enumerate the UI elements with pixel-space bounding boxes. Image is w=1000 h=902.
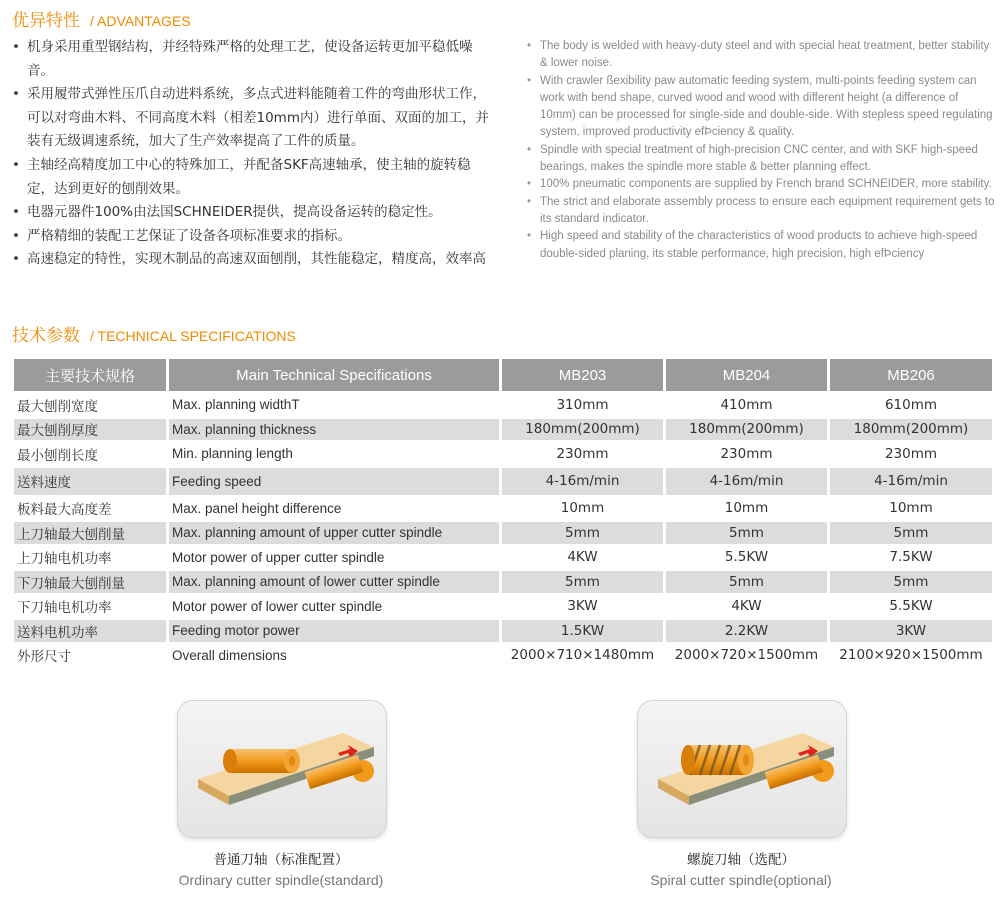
spec-value-mb203: 230mm <box>556 445 609 462</box>
spec-value-mb204: 180mm(200mm) <box>666 419 827 441</box>
table-row <box>14 394 992 416</box>
spec-header-row <box>14 359 992 391</box>
spec-value-mb203: 5mm <box>502 522 663 544</box>
spec-value-mb206: 2100×920×1500mm <box>839 647 983 664</box>
spec-cn: 送料速度 <box>14 468 166 495</box>
header-cn: 主要技术规格 <box>14 359 166 391</box>
spec-value-mb204: 4-16m/min <box>666 468 827 495</box>
table-row <box>14 522 992 544</box>
table-row <box>14 571 992 593</box>
spec-cn: 最小刨削长度 <box>17 447 98 464</box>
header-en: Main Technical Specifications <box>169 359 499 391</box>
spec-en: Motor power of upper cutter spindle <box>172 549 385 565</box>
spec-value-mb203: 3KW <box>567 598 598 615</box>
advantage-cn-item: • 电器元器件100%由法国SCHNEIDER提供，提高设备运转的稳定性。 <box>10 201 495 225</box>
spec-table <box>11 356 995 669</box>
advantages-title-cn: 优异特性 <box>12 11 80 31</box>
spec-en: Min. planning length <box>172 446 293 462</box>
spec-en: Max. planning amount of lower cutter spindle <box>169 571 499 593</box>
spiral-roller-icon <box>681 745 754 775</box>
table-row <box>14 547 992 569</box>
table-row <box>14 620 992 642</box>
spec-en: Feeding motor power <box>169 620 499 642</box>
advantages-list-en <box>526 38 996 263</box>
spec-value-mb203: 310mm <box>556 396 609 413</box>
spec-cn: 板料最大高度差 <box>17 502 112 519</box>
spec-value-mb206: 4-16m/min <box>830 468 992 495</box>
spec-cn: 最大刨削宽度 <box>17 398 98 415</box>
spec-value-mb204: 230mm <box>720 445 773 462</box>
spec-value-mb206: 610mm <box>884 396 938 413</box>
spiral-spindle-caption-en: Spiral cutter spindle(optional) <box>650 872 832 888</box>
spec-value-mb204: 5.5KW <box>724 549 769 566</box>
spec-cn: 最大刨削厚度 <box>14 419 166 441</box>
spec-value-mb206: 5mm <box>830 571 992 593</box>
table-row <box>14 419 992 441</box>
advantages-title-en: / ADVANTAGES <box>90 13 191 29</box>
advantages-list-cn <box>10 36 495 272</box>
spec-en: Max. planning widthT <box>172 397 300 413</box>
spec-cn: 外形尺寸 <box>17 649 71 666</box>
spec-en: Max. planning amount of upper cutter spindle <box>169 522 499 544</box>
spec-value-mb206: 3KW <box>830 620 992 642</box>
spec-value-mb203: 180mm(200mm) <box>502 419 663 441</box>
advantage-en-item: • Spindle with special treatment of high-precision CNC center, and with SKF high-speed bearings, makes the spindle more stable & better planning effect. <box>526 142 996 177</box>
advantage-en-item: • High speed and stability of the characteristics of wood products to achieve high-speed double-sided planing, its stable performance, high precision, high efÞciency <box>526 228 996 263</box>
spec-cn: 上刀轴最大刨削量 <box>14 522 166 544</box>
upper-roller-icon <box>223 749 300 773</box>
spiral-spindle-illustration <box>637 700 847 838</box>
ordinary-spindle-caption <box>131 850 431 890</box>
header-mb204: MB204 <box>666 359 827 391</box>
spiral-spindle-caption <box>591 850 891 890</box>
spec-value-mb206: 5mm <box>830 522 992 544</box>
header-mb203: MB203 <box>502 359 663 391</box>
advantage-cn-item: • 主轴经高精度加工中心的特殊加工，并配备SKF高速轴承，使主轴的旋转稳定，达到更好的刨削效果。 <box>10 154 495 201</box>
spec-value-mb204: 2000×720×1500mm <box>674 647 819 664</box>
table-row <box>14 596 992 618</box>
spec-cn: 下刀轴最大刨削量 <box>14 571 166 593</box>
ordinary-spindle-caption-en: Ordinary cutter spindle(standard) <box>178 872 384 888</box>
advantage-en-item: • The strict and elaborate assembly process to ensure each equipment requirement gets to its standard indicator. <box>526 194 996 229</box>
spec-value-mb206: 5.5KW <box>889 598 933 615</box>
spec-value-mb203: 10mm <box>560 500 605 517</box>
spec-cn: 送料电机功率 <box>14 620 166 642</box>
spec-value-mb206: 10mm <box>889 500 933 517</box>
spec-value-mb204: 2.2KW <box>666 620 827 642</box>
spec-value-mb206: 7.5KW <box>889 549 933 566</box>
spec-value-mb203: 4-16m/min <box>502 468 663 495</box>
spec-body <box>14 394 992 666</box>
spec-value-mb206: 230mm <box>884 445 938 462</box>
spec-en: Feeding speed <box>169 468 499 495</box>
ordinary-spindle-illustration <box>177 700 387 838</box>
advantage-en-item: • 100% pneumatic components are supplied by French brand SCHNEIDER, more stability. <box>526 176 996 193</box>
advantage-cn-item: • 采用履带式弹性压爪自动进料系统，多点式进料能随着工件的弯曲形状工作，可以对弯曲木料、不同高度木料（相差10mm内）进行单面、双面的加工，并装有无级调速系统，加大了生产效率提高了工件的质量。 <box>10 83 495 154</box>
specs-title-cn: 技术参数 <box>12 326 80 346</box>
ordinary-spindle-caption-cn: 普通刀轴（标准配置） <box>213 852 349 868</box>
spec-en: Max. planning thickness <box>169 419 499 441</box>
header-mb206: MB206 <box>830 359 992 391</box>
spiral-spindle-caption-cn: 螺旋刀轴（选配） <box>687 852 795 868</box>
spec-cn: 下刀轴电机功率 <box>17 600 112 617</box>
specs-title-en: / TECHNICAL SPECIFICATIONS <box>90 328 296 344</box>
spec-value-mb206: 180mm(200mm) <box>830 419 992 441</box>
advantages-title <box>12 6 191 31</box>
advantage-cn-item: • 严格精细的装配工艺保证了设备各项标准要求的指标。 <box>10 225 495 249</box>
table-row <box>14 443 992 465</box>
spec-en: Motor power of lower cutter spindle <box>172 598 383 614</box>
spec-en: Max. panel height difference <box>172 500 342 516</box>
advantage-en-item: • With crawler ßexibility paw automatic feeding system, multi-points feeding system can work with bend shape, curved wood and wood with different height (a difference of 10mm) can be processed for single-side and double-side. With stepless speed regulating system, improved productivity efÞciency & quality. <box>526 73 996 142</box>
spec-value-mb203: 1.5KW <box>502 620 663 642</box>
ordinary-spindle-drawing <box>178 701 386 837</box>
advantage-cn-item: • 高速稳定的特性，实现木制品的高速双面刨削，其性能稳定，精度高，效率高 <box>10 248 495 272</box>
spec-value-mb204: 4KW <box>731 598 762 615</box>
table-row <box>14 498 992 520</box>
spec-value-mb204: 5mm <box>666 571 827 593</box>
spec-value-mb204: 5mm <box>666 522 827 544</box>
spec-value-mb204: 410mm <box>720 396 773 413</box>
table-row <box>14 645 992 667</box>
spec-value-mb203: 2000×710×1480mm <box>510 647 655 664</box>
specs-title <box>12 321 296 346</box>
spec-en: Overall dimensions <box>172 647 287 663</box>
spec-value-mb203: 4KW <box>567 549 598 566</box>
table-row <box>14 468 992 495</box>
spiral-spindle-drawing <box>638 701 846 837</box>
spec-cn: 上刀轴电机功率 <box>17 551 112 568</box>
spec-value-mb203: 5mm <box>502 571 663 593</box>
advantage-cn-item: • 机身采用重型钢结构，并经特殊严格的处理工艺，使设备运转更加平稳低噪音。 <box>10 36 495 83</box>
spec-value-mb204: 10mm <box>724 500 769 517</box>
advantage-en-item: • The body is welded with heavy-duty steel and with special heat treatment, better stability & lower noise. <box>526 38 996 73</box>
